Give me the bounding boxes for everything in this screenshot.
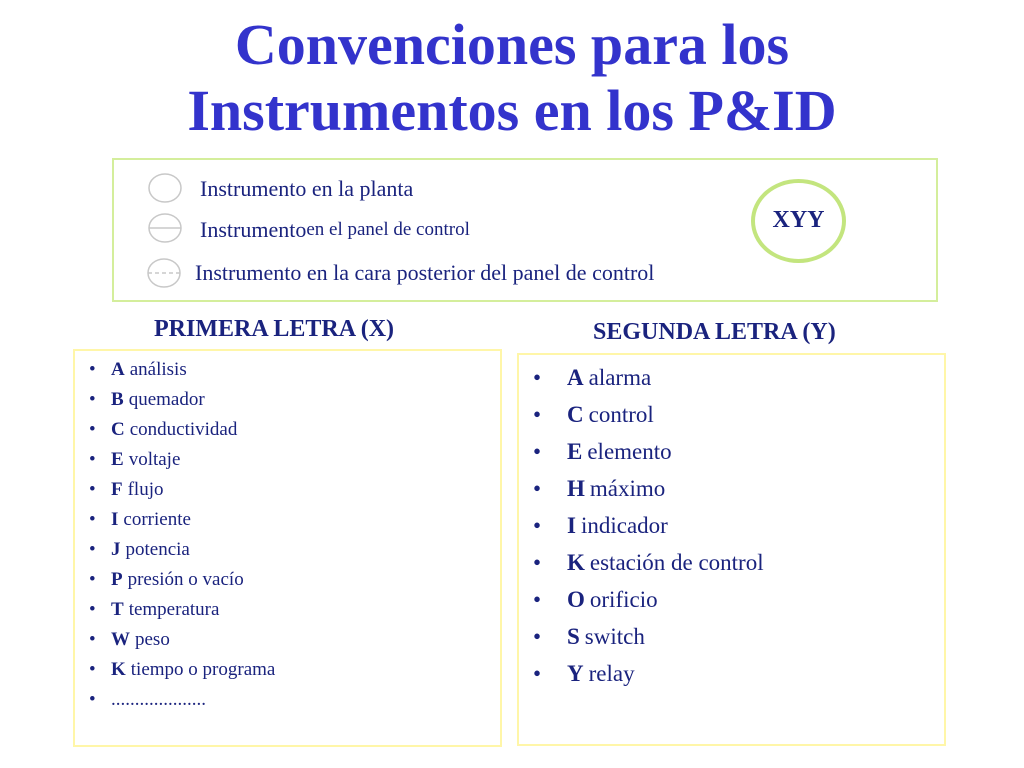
item-letter: E <box>111 449 124 470</box>
item-letter: A <box>111 359 125 380</box>
item-meaning: orificio <box>589 586 658 612</box>
list-item <box>75 595 500 625</box>
item-meaning: peso <box>135 629 170 650</box>
bullet-icon: • <box>533 549 542 575</box>
circle-dashed-line-icon <box>145 256 183 290</box>
legend-item-label: Instrumento en la planta <box>200 176 414 201</box>
bullet-icon: • <box>89 539 96 560</box>
list-item <box>75 355 500 385</box>
list-item <box>75 565 500 595</box>
item-letter: K <box>567 549 585 575</box>
item-meaning: relay <box>588 660 635 686</box>
title-line-1: Convenciones para los <box>234 12 790 77</box>
bullet-icon: • <box>89 599 96 620</box>
item-letter: T <box>111 599 124 620</box>
xyy-label: XYY <box>772 207 825 233</box>
item-meaning: switch <box>584 623 645 649</box>
item-meaning: temperatura <box>128 599 220 620</box>
bullet-icon: • <box>89 569 96 590</box>
bullet-icon: • <box>89 479 96 500</box>
bullet-icon: • <box>533 401 542 427</box>
item-meaning: análisis <box>129 359 187 380</box>
circle-solid-line-icon <box>147 211 183 245</box>
bullet-icon: • <box>533 512 542 538</box>
title-line-2: Instrumentos en los P&ID <box>187 78 837 143</box>
legend-item-plant <box>200 176 413 202</box>
item-letter: H <box>567 475 585 501</box>
bullet-icon: • <box>533 586 542 612</box>
list-item <box>519 433 944 470</box>
item-meaning: control <box>588 401 654 427</box>
item-meaning: conductividad <box>129 419 238 440</box>
list-item <box>519 396 944 433</box>
item-meaning: quemador <box>128 389 205 410</box>
circle-plain-icon <box>147 171 183 205</box>
item-meaning: potencia <box>125 539 190 560</box>
item-letter: C <box>567 401 584 427</box>
bullet-icon: • <box>89 689 96 710</box>
item-letter: E <box>567 438 583 464</box>
item-meaning: flujo <box>127 479 164 500</box>
second-letter-heading: SEGUNDA LETRA (Y) <box>593 319 836 345</box>
first-letter-list <box>75 355 500 715</box>
item-meaning: máximo <box>589 475 666 501</box>
item-meaning: corriente <box>123 509 191 530</box>
bullet-icon: • <box>533 364 542 390</box>
item-letter: P <box>111 569 123 590</box>
item-meaning: estación de control <box>589 549 764 575</box>
list-item <box>519 655 944 692</box>
list-item <box>519 359 944 396</box>
list-item <box>75 685 500 715</box>
list-item <box>75 625 500 655</box>
legend-item-label: Instrumento <box>200 217 307 242</box>
list-item <box>75 535 500 565</box>
item-meaning: voltaje <box>128 449 181 470</box>
bullet-icon: • <box>533 438 542 464</box>
list-item <box>519 507 944 544</box>
list-item <box>519 618 944 655</box>
bullet-icon: • <box>89 509 96 530</box>
first-letter-heading: PRIMERA LETRA (X) <box>154 316 395 342</box>
list-item <box>519 544 944 581</box>
bullet-icon: • <box>89 359 96 380</box>
item-letter: C <box>111 419 125 440</box>
bullet-icon: • <box>89 419 96 440</box>
list-item <box>519 470 944 507</box>
item-letter: W <box>111 629 130 650</box>
item-meaning: tiempo o programa <box>130 659 276 680</box>
bullet-icon: • <box>533 475 542 501</box>
page-title <box>0 12 1024 144</box>
item-meaning: indicador <box>580 512 668 538</box>
bullet-icon: • <box>89 629 96 650</box>
bullet-icon: • <box>533 660 542 686</box>
legend-item-panel-rear <box>195 260 654 286</box>
item-meaning: elemento <box>587 438 672 464</box>
item-meaning: .................... <box>111 689 206 710</box>
list-item <box>75 655 500 685</box>
bullet-icon: • <box>533 623 542 649</box>
bullet-icon: • <box>89 449 96 470</box>
legend-item-label: Instrumento en la cara posterior del panel de control <box>195 260 655 285</box>
item-letter: B <box>111 389 124 410</box>
list-item <box>519 581 944 618</box>
list-item <box>75 445 500 475</box>
list-item <box>75 385 500 415</box>
bullet-icon: • <box>89 389 96 410</box>
item-letter: S <box>567 623 580 649</box>
item-letter: A <box>567 364 584 390</box>
bullet-icon: • <box>89 659 96 680</box>
second-letter-box <box>517 353 946 746</box>
legend-item-panel <box>200 217 470 243</box>
item-letter: K <box>111 659 126 680</box>
item-letter: I <box>567 512 576 538</box>
list-item <box>75 505 500 535</box>
item-letter: F <box>111 479 123 500</box>
second-letter-list <box>519 359 944 692</box>
item-letter: I <box>111 509 119 530</box>
list-item <box>75 475 500 505</box>
item-letter: Y <box>567 660 584 686</box>
item-meaning: alarma <box>588 364 652 390</box>
legend-item-suffix: en el panel de control <box>306 219 470 240</box>
item-letter: O <box>567 586 585 612</box>
item-letter: J <box>111 539 121 560</box>
item-meaning: presión o vacío <box>127 569 244 590</box>
list-item <box>75 415 500 445</box>
first-letter-box <box>73 349 502 747</box>
